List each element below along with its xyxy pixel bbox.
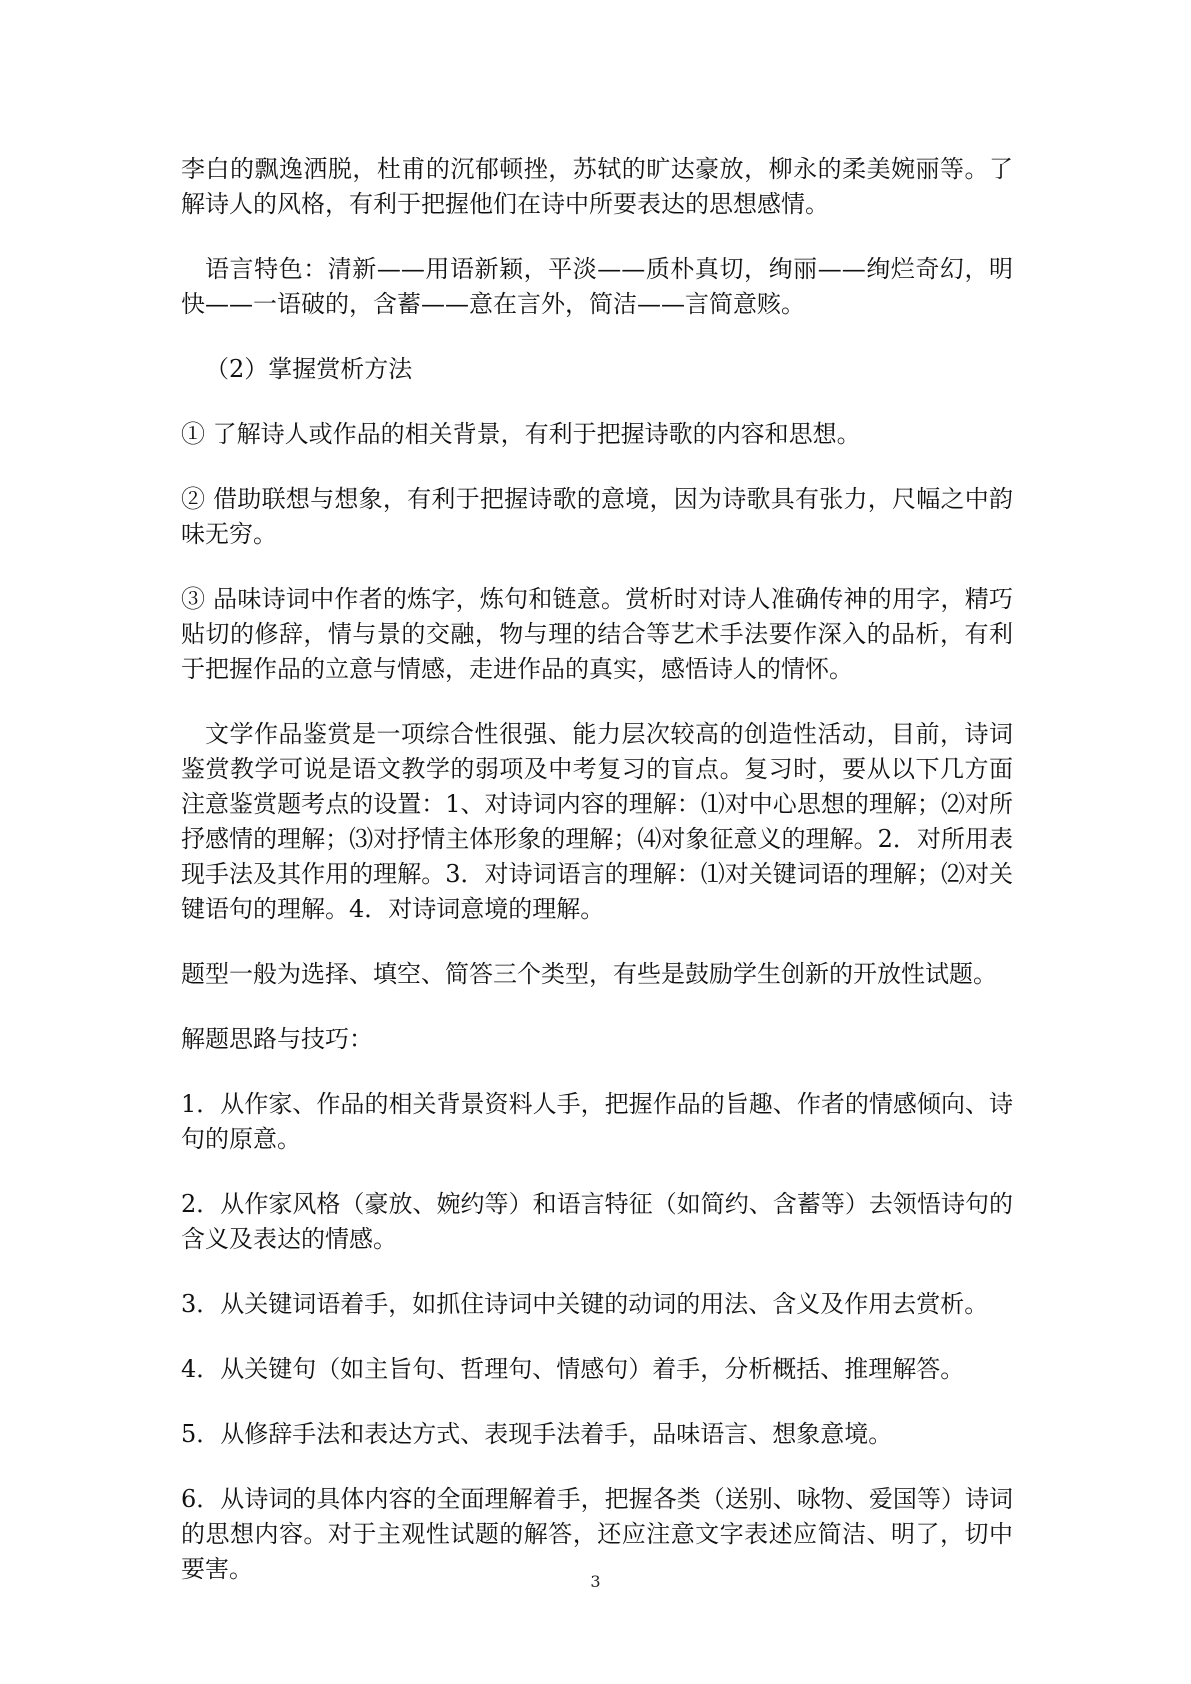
list-item-tip-1: 1．从作家、作品的相关背景资料人手，把握作品的旨趣、作者的情感倾向、诗句的原意。 [181, 1090, 1013, 1153]
page-number: 3 [590, 1572, 601, 1591]
list-item-tip-4: 4．从关键句（如主旨句、哲理句、情感句）着手，分析概括、推理解答。 [181, 1355, 965, 1383]
paragraph-exam-points: 文学作品鉴赏是一项综合性很强、能力层次较高的创造性活动，目前，诗词鉴赏教学可说是语文教学的弱项及中考复习的盲点。复习时，要从以下几方面注意鉴赏题考点的设置：1、对诗词内容的理解：⑴对中心思想的理解；⑵对所抒感情的理解；⑶对抒情主体形象的理解；⑷对象征意义的理解。2．对所用表现手法及其作用的理解。3．对诗词语言的理解：⑴对关键词语的理解；⑵对关键语句的理解。4．对诗词意境的理解。 [181, 720, 1013, 923]
section-heading-appreciation-methods: （2）掌握赏析方法 [205, 355, 413, 383]
paragraph-language-features: 语言特色：清新——用语新颖，平淡——质朴真切，绚丽——绚烂奇幻，明快——一语破的，含蓄——意在言外，简洁——言简意赅。 [181, 255, 1013, 318]
list-item-tip-6: 6．从诗词的具体内容的全面理解着手，把握各类（送别、咏物、爱国等）诗词的思想内容。对于主观性试题的解答，还应注意文字表述应简洁、明了，切中要害。 [181, 1485, 1013, 1583]
list-item-tip-2: 2．从作家风格（豪放、婉约等）和语言特征（如简约、含蓄等）去领悟诗句的含义及表达的情感。 [181, 1190, 1013, 1253]
list-item-method-3: ③ 品味诗词中作者的炼字，炼句和链意。赏析时对诗人准确传神的用字，精巧贴切的修辞，情与景的交融，物与理的结合等艺术手法要作深入的品析，有利于把握作品的立意与情感，走进作品的真实，感悟诗人的情怀。 [181, 585, 1013, 683]
paragraph-poet-styles: 李白的飘逸洒脱，杜甫的沉郁顿挫，苏轼的旷达豪放，柳永的柔美婉丽等。了解诗人的风格，有利于把握他们在诗中所要表达的思想感情。 [181, 155, 1013, 218]
section-heading-solving-tips: 解题思路与技巧： [181, 1025, 373, 1053]
paragraph-question-types: 题型一般为选择、填空、简答三个类型，有些是鼓励学生创新的开放性试题。 [181, 960, 997, 988]
document-body [181, 152, 1013, 1617]
list-item-method-1: ① 了解诗人或作品的相关背景，有利于把握诗歌的内容和思想。 [181, 420, 861, 448]
list-item-method-2: ② 借助联想与想象，有利于把握诗歌的意境，因为诗歌具有张力，尺幅之中韵味无穷。 [181, 485, 1013, 548]
list-item-tip-3: 3．从关键词语着手，如抓住诗词中关键的动词的用法、含义及作用去赏析。 [181, 1290, 989, 1318]
list-item-tip-5: 5．从修辞手法和表达方式、表现手法着手，品味语言、想象意境。 [181, 1420, 893, 1448]
